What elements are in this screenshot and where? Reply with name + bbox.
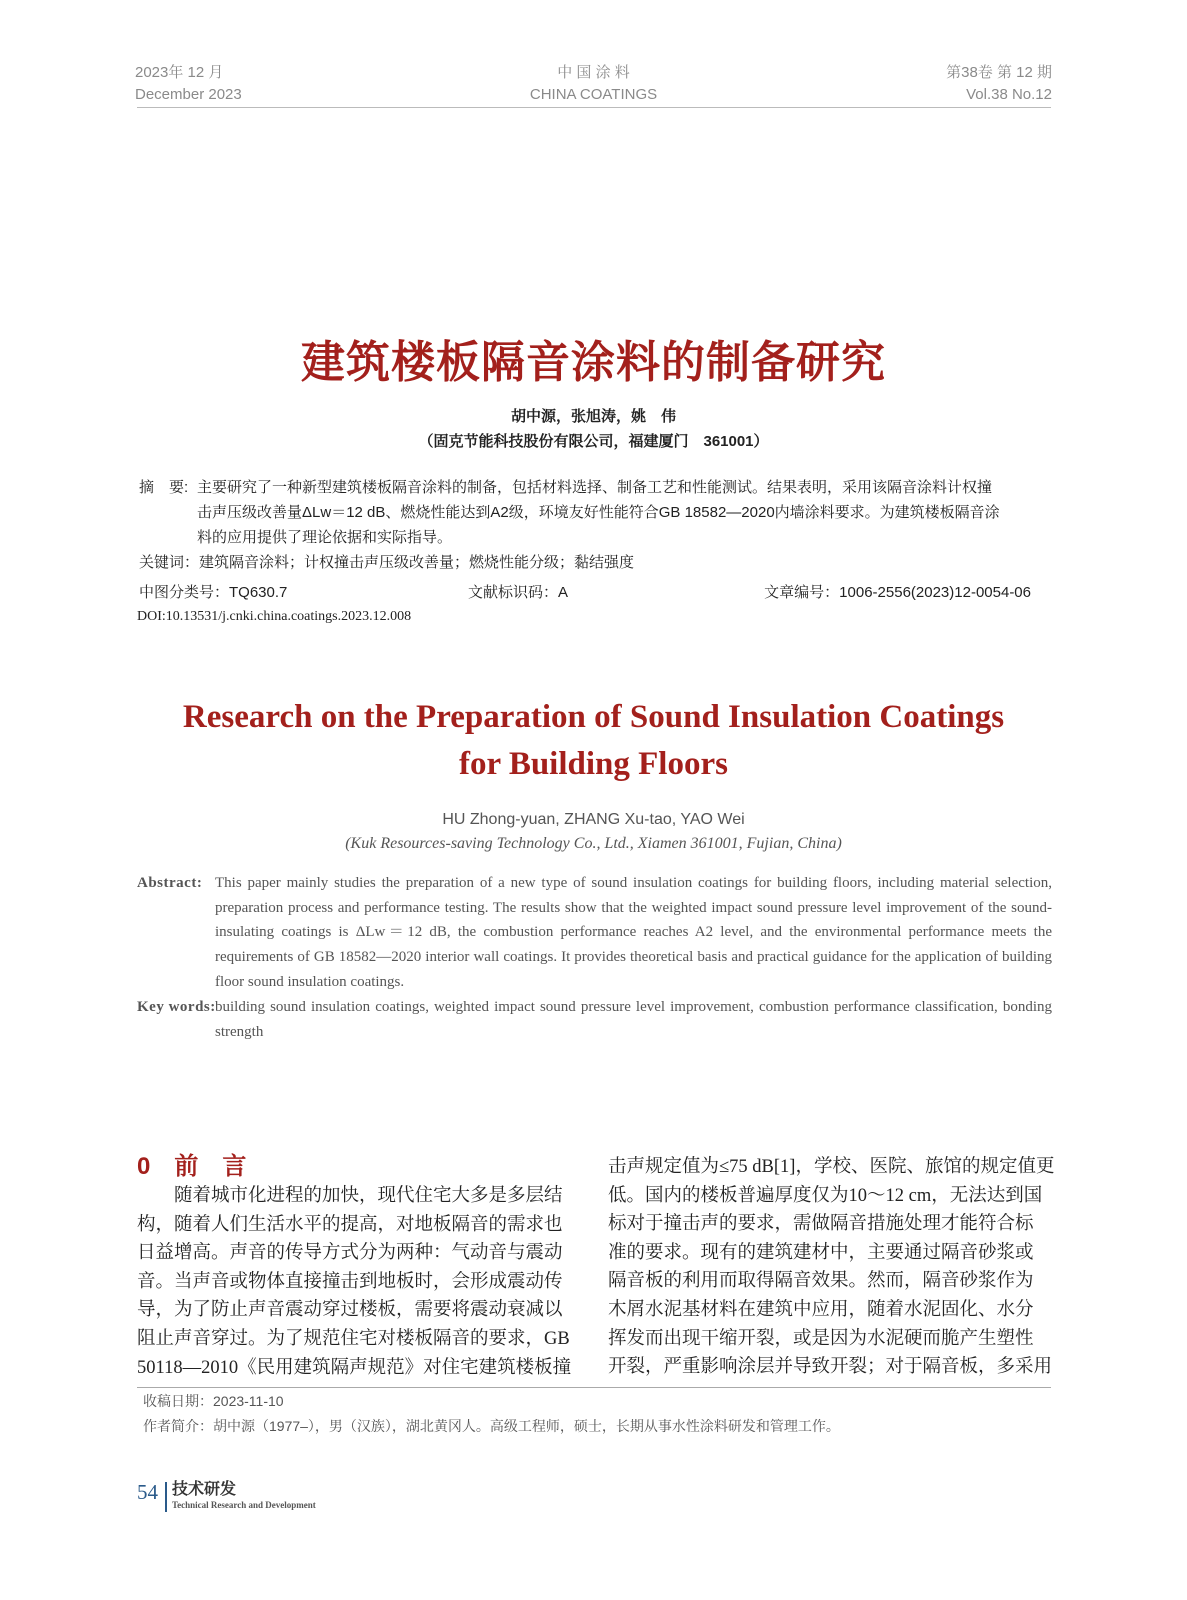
date-en: December 2023 xyxy=(135,86,242,103)
date-cn: 2023年 12 月 xyxy=(135,64,224,81)
body-line: 标对于撞击声的要求，需做隔音措施处理才能符合标 xyxy=(608,1214,1034,1235)
body-line: 音。当声音或物体直接撞击到地板时，会形成震动传 xyxy=(137,1271,563,1292)
affiliation-cn: （固克节能科技股份有限公司，福建厦门 361001） xyxy=(418,433,769,450)
abstract-cn-line: 料的应用提供了理论依据和实际指导。 xyxy=(197,529,453,546)
header-divider xyxy=(137,107,1051,108)
keywords-en-text: building sound insulation coatings, weighted impact sound pressure level improvement, combustion performance classification, bonding strength xyxy=(215,999,1052,1040)
header-issue xyxy=(946,62,1052,106)
section-name-en: Technical Research and Development xyxy=(172,1500,316,1510)
body-line: 阻止声音穿过。为了规范住宅对楼板隔音的要求，GB xyxy=(137,1328,570,1349)
body-line: 低。国内的楼板普遍厚度仅为10～12 cm，无法达到国 xyxy=(608,1185,1043,1206)
received-date: 收稿日期：2023-11-10 xyxy=(143,1393,284,1409)
section-heading: 0 前 言 xyxy=(137,1153,247,1180)
issue-cn: 第38卷 第 12 期 xyxy=(946,64,1052,81)
abstract-en xyxy=(137,871,1052,995)
body-line: 随着城市化进程的加快，现代住宅大多是多层结 xyxy=(137,1186,563,1206)
body-line: 准的要求。现有的建筑建材中，主要通过隔音砂浆或 xyxy=(608,1242,1034,1263)
title-en-line: for Building Floors xyxy=(459,746,728,782)
body-line: 挥发而出现干缩开裂，或是因为水泥硬而脆产生塑性 xyxy=(608,1328,1034,1349)
affiliation-en: (Kuk Resources-saving Technology Co., Ltd., Xiamen 361001, Fujian, China) xyxy=(345,835,842,852)
authors-cn: 胡中源，张旭涛，姚 伟 xyxy=(510,408,676,425)
issue-en: Vol.38 No.12 xyxy=(966,86,1052,103)
body-line: 日益增高。声音的传导方式分为两种：气动音与震动 xyxy=(137,1243,563,1264)
body-line: 击声规定值为≤75 dB[1]，学校、医院、旅馆的规定值更 xyxy=(608,1157,1055,1177)
body-line: 50118—2010《民用建筑隔声规范》对住宅建筑楼板撞 xyxy=(137,1357,572,1378)
body-line: 木屑水泥基材料在建筑中应用，随着水泥固化、水分 xyxy=(608,1299,1034,1320)
authors-en: HU Zhong-yuan, ZHANG Xu-tao, YAO Wei xyxy=(442,811,745,828)
document-code: 文献标识码：A xyxy=(468,584,569,601)
author-bio: 作者简介：胡中源（1977–），男（汉族），湖北黄冈人。高级工程师，硕士，长期从事水性涂料研发和管理工作。 xyxy=(143,1418,840,1434)
abstract-en-text: This paper mainly studies the preparation of a new type of sound insulation coatings for building floors, including material selection, preparation process and performance testing. The results show that the weighted impact sound pressure level improvement of the sound-insulating coatings is ΔLw＝12 dB, the combustion performance reaches A2 level, and the environmental performance meets the requirements of GB 18582—2020 interior wall coatings. It provides theoretical basis and practical guidance for the application of building floor sound insulation coatings. xyxy=(215,875,1052,990)
clc-number: 中图分类号：TQ630.7 xyxy=(139,584,288,601)
journal-en: CHINA COATINGS xyxy=(529,86,658,103)
page-number: 54 xyxy=(137,1480,158,1504)
doi[interactable]: DOI:10.13531/j.cnki.china.coatings.2023.12.008 xyxy=(137,609,412,624)
title-cn: 建筑楼板隔音涂料的制备研究 xyxy=(301,338,886,387)
page-divider xyxy=(165,1482,167,1512)
abstract-cn-label: 摘 要: xyxy=(139,479,189,496)
body-line: 隔音板的利用而取得隔音效果。然而，隔音砂浆作为 xyxy=(608,1271,1034,1292)
keywords-cn: 关键词：建筑隔音涂料；计权撞击声压级改善量；燃烧性能分级；黏结强度 xyxy=(139,554,635,571)
title-en-line: Research on the Preparation of Sound Insulation Coatings xyxy=(182,699,1005,735)
journal-cn: 中 国 涂 料 xyxy=(557,64,630,81)
abstract-en-label: Abstract: xyxy=(137,875,203,891)
body-line: 构，随着人们生活水平的提高，对地板隔音的需求也 xyxy=(137,1214,563,1235)
article-number: 文章编号：1006-2556(2023)12-0054-06 xyxy=(764,584,1031,601)
footnote-divider xyxy=(137,1387,1051,1388)
body-column-right xyxy=(608,1153,1053,1382)
abstract-cn xyxy=(139,475,1059,550)
body-line: 开裂，严重影响涂层并导致开裂；对于隔音板，多采用 xyxy=(608,1357,1053,1378)
body-line: 导，为了防止声音震动穿过楼板，需要将震动衰减以 xyxy=(137,1300,563,1321)
body-column-left xyxy=(137,1182,582,1382)
title-en xyxy=(0,694,1187,788)
keywords-en xyxy=(137,995,1052,1044)
keywords-en-label: Key words: xyxy=(137,999,216,1015)
abstract-cn-line: 击声压级改善量ΔLw＝12 dB、燃烧性能达到A2级，环境友好性能符合GB 18582—2020内墙涂料要求。为建筑楼板隔音涂 xyxy=(197,504,1000,521)
section-name-cn: 技术研发 xyxy=(172,1481,237,1498)
abstract-cn-line: 主要研究了一种新型建筑楼板隔音涂料的制备，包括材料选择、制备工艺和性能测试。结果表明，采用该隔音涂料计权撞 xyxy=(197,479,993,496)
